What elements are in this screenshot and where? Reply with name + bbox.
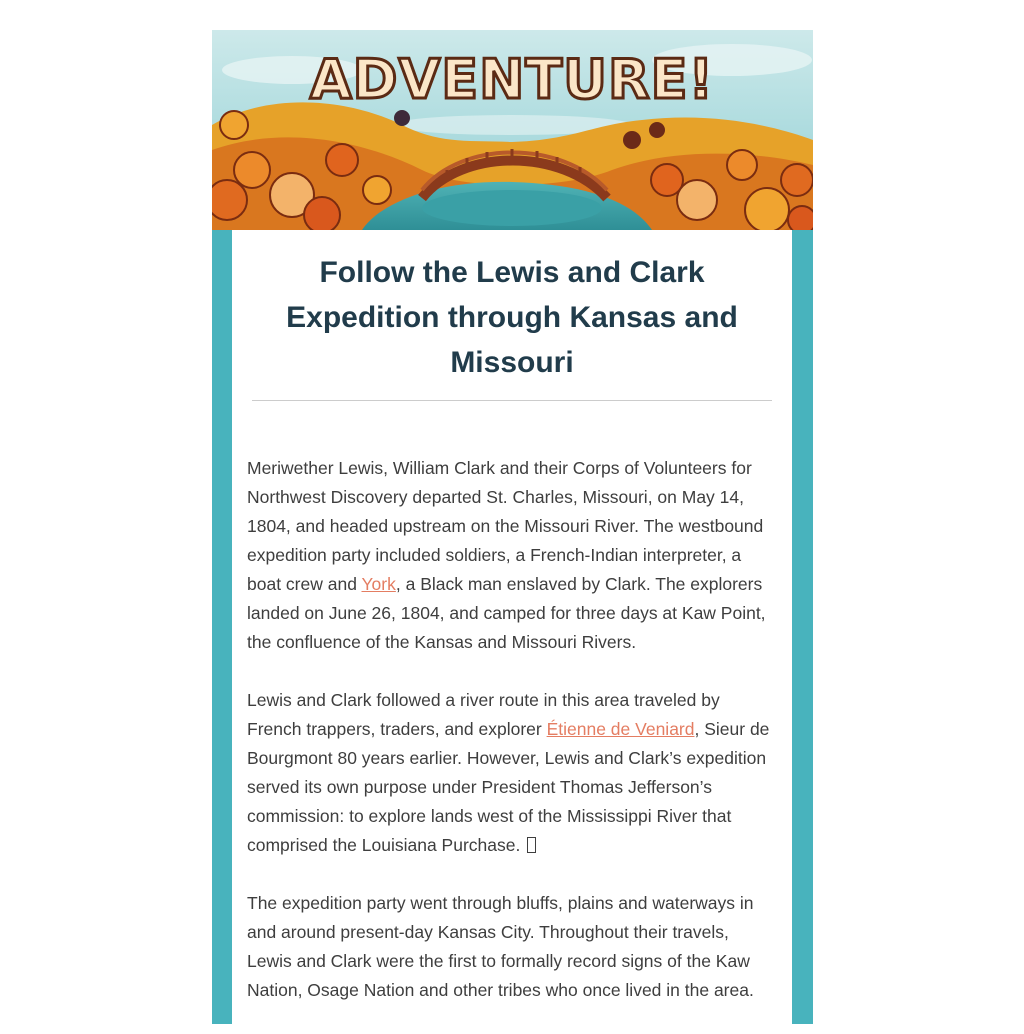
autumn-landscape-illustration (212, 30, 813, 230)
paragraph-2: Lewis and Clark followed a river route in this area traveled by French trappers, traders, and explorer Étienne de Veniard, Sieur de Bourgmont 80 years earlier. However, Lewis and Clark’s expedition served its own purpose under President Thomas Jefferson’s commission: to explore lands west of the Mississippi River that comprised the Louisiana Purchase. (247, 690, 770, 855)
headline-divider (252, 400, 772, 401)
article-card (232, 230, 792, 1024)
article-headline: Follow the Lewis and Clark Expedition through Kansas and Missouri (286, 256, 738, 379)
adventure-logo-text: ADVENTURE! (309, 48, 715, 111)
paragraph-1: Meriwether Lewis, William Clark and their Corps of Volunteers for Northwest Discovery departed St. Charles, Missouri, on May 14, 1804, and headed upstream on the Missouri River. The westbound expedition party included soldiers, a French-Indian interpreter, a boat crew and York, a Black man enslaved by Clark. The explorers landed on June 26, 1804, and camped for three days at Kaw Point, the confluence of the Kansas and Missouri Rivers. (247, 458, 766, 652)
missing-glyph-icon (527, 837, 536, 853)
paragraph-3: The expedition party went through bluffs, plains and waterways in and around present-day Kansas City. Throughout their travels, Lewis and Clark were the first to formally record signs of the Kaw Nation, Osage Nation and other tribes who once lived in the area. (247, 893, 754, 1000)
york-link[interactable]: York (361, 574, 396, 594)
article-body (247, 454, 777, 1034)
newsletter-frame (212, 30, 813, 1024)
adventure-banner (212, 30, 813, 230)
etienne-de-veniard-link[interactable]: Étienne de Veniard (546, 719, 695, 739)
